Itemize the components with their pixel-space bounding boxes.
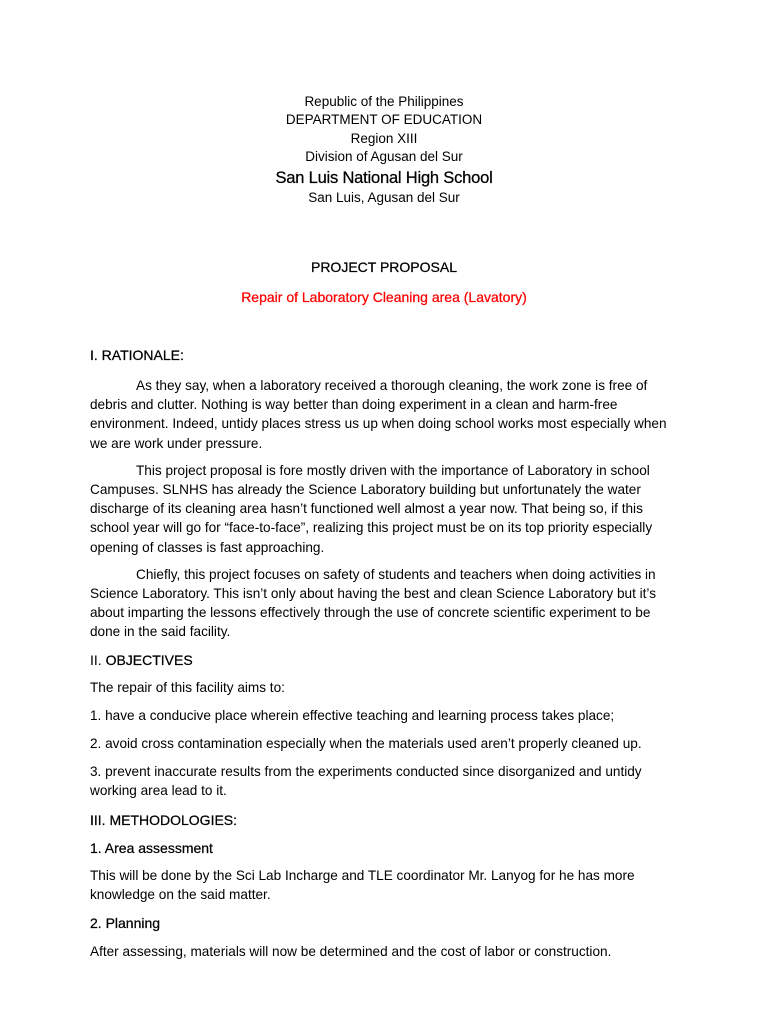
proposal-subtitle: Repair of Laboratory Cleaning area (Lavatory) <box>241 289 527 306</box>
proposal-title-block <box>90 258 678 306</box>
letterhead <box>90 0 678 207</box>
method-step-text: After assessing, materials will now be determined and the cost of labor or construction. <box>90 944 612 960</box>
letterhead-department: DEPARTMENT OF EDUCATION <box>285 112 483 128</box>
rationale-paragraph: Chiefly, this project focuses on safety of students and teachers when doing activities in Science Laboratory. This isn’t only about having the best and clean Science Laboratory but it’s about imparting the lessons effectively through the use of concrete scientific experiment to be done in the said facility. <box>90 566 656 640</box>
objectives-heading <box>90 651 678 669</box>
method-step-title: 1. Area assessment <box>90 839 213 856</box>
objective-item: 3. prevent inaccurate results from the experiments conducted since disorganized and untidy working area lead to it. <box>90 764 642 799</box>
proposal-title: PROJECT PROPOSAL <box>310 259 457 276</box>
method-step-title: 2. Planning <box>90 915 161 932</box>
letterhead-division: Division of Agusan del Sur <box>305 149 463 165</box>
rationale-paragraph: This project proposal is fore mostly driven with the importance of Laboratory in school Campuses. SLNHS has already the Science Laboratory building but unfortunately the water discharge of its cleaning area hasn’t functioned well almost a year now. That being so, if this school year will go for “face-to-face”, realizing this project must be on its top priority especially opening of classes is fast approaching. <box>90 462 653 555</box>
letterhead-republic: Republic of the Philippines <box>304 94 464 109</box>
objective-item: 2. avoid cross contamination especially when the materials used aren’t properly cleaned up. <box>90 736 642 752</box>
objectives-intro: The repair of this facility aims to: <box>90 679 285 695</box>
method-step-text: This will be done by the Sci Lab Incharge and TLE coordinator Mr. Lanyog for he has more knowledge on the said matter. <box>90 867 635 902</box>
letterhead-address: San Luis, Agusan del Sur <box>308 189 460 205</box>
methodologies-heading: III. METHODOLOGIES: <box>90 811 238 828</box>
letterhead-region: Region XIII <box>350 130 418 146</box>
objectives-heading-text: OBJECTIVES <box>105 651 193 668</box>
rationale-heading: I. RATIONALE: <box>90 347 184 364</box>
objective-item: 1. have a conducive place wherein effective teaching and learning process takes place; <box>90 707 615 723</box>
objectives-heading-number: II. <box>90 651 102 668</box>
letterhead-school-name: San Luis National High School <box>275 168 493 187</box>
rationale-paragraph: As they say, when a laboratory received a thorough cleaning, the work zone is free of debris and clutter. Nothing is way better than doing experiment in a clean and harm-free environment. Indeed, untidy places stress us up when doing school works most especially when we are work under pressure. <box>90 378 667 451</box>
